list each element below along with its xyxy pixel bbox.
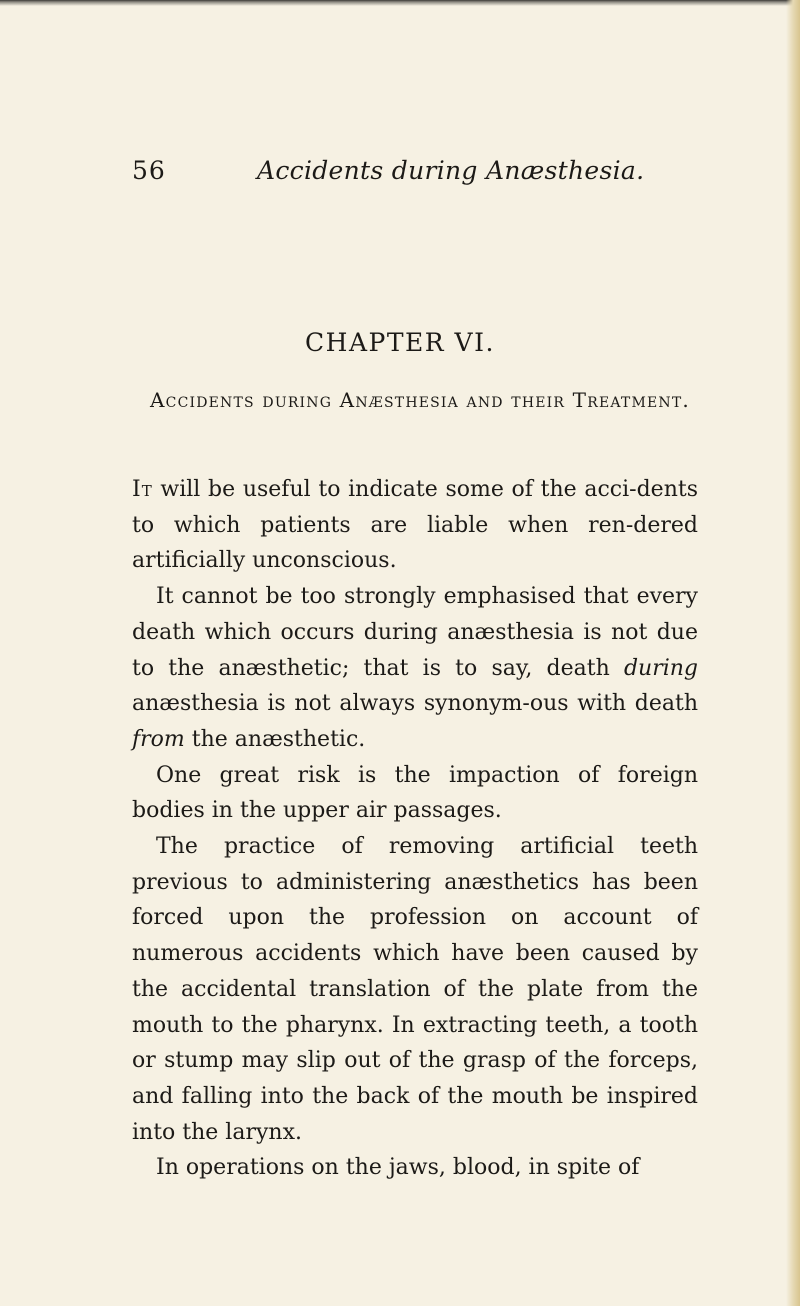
paragraph-2-part-1: It cannot be too strongly emphasised that every death which occurs during anæsthesia is not due to the anæsthetic; that is to say, death	[132, 584, 698, 681]
page-top-edge	[0, 0, 800, 6]
paragraph-1-text: will be useful to indicate some of the acci-dents to which patients are liable when ren-dered artificially unconscious.	[132, 477, 698, 574]
paragraph-1-lead: It	[132, 477, 153, 502]
paragraph-2	[132, 579, 698, 758]
body-text	[132, 472, 698, 1186]
page-number: 56	[132, 156, 166, 185]
paragraph-2-part-3: the anæsthetic.	[184, 726, 366, 752]
paragraph-1	[132, 472, 698, 579]
paragraph-3: One great risk is the impaction of foreign bodies in the upper air passages.	[132, 762, 698, 824]
running-header	[132, 150, 692, 190]
chapter-title: CHAPTER VI.	[305, 328, 495, 357]
paragraph-2-part-2: anæsthesia is not always synonym-ous with death	[132, 691, 698, 717]
paragraph-2-emphasis-from: from	[132, 726, 185, 752]
paragraph-4: The practice of removing artificial teeth previous to administering anæsthetics has been forced upon the profession on account of numerous accidents which have been caused by the accidental translation of the plate from the mouth to the pharynx. In extracting teeth, a tooth or stump may slip out of the grasp of the forceps, and falling into the back of the mouth be inspired into the larynx.	[132, 834, 698, 1145]
running-title: Accidents during Anæsthesia.	[257, 156, 645, 185]
paragraph-5: In operations on the jaws, blood, in spite of	[156, 1155, 640, 1181]
chapter-subtitle: Accidents during Anæsthesia and their Treatment.	[150, 388, 690, 412]
page-right-edge	[786, 0, 800, 1306]
paragraph-2-emphasis-during: during	[623, 655, 698, 681]
